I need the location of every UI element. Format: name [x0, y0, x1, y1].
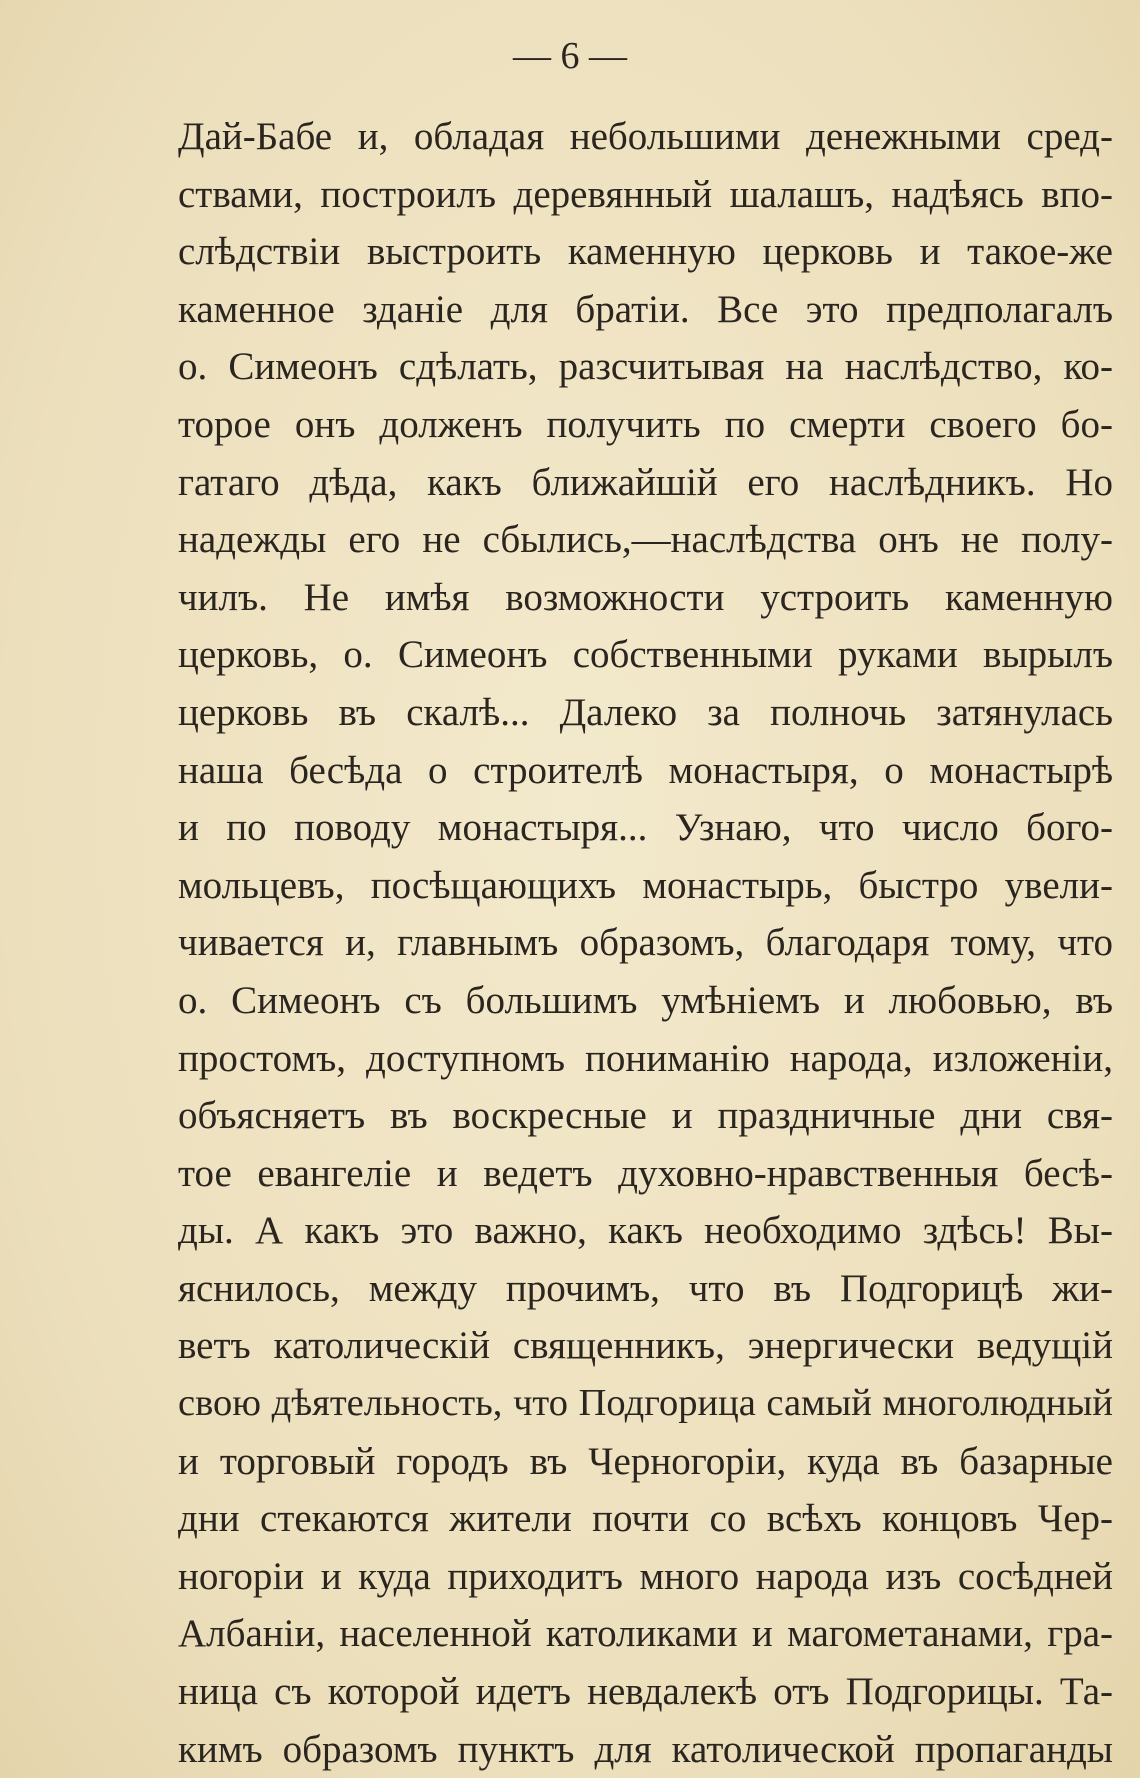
text-line: кимъ образомъ пунктъ для католической пропаганды — [178, 1727, 1113, 1771]
text-line: ствами, построилъ деревянный шалашъ, надѣясь впо- — [178, 172, 1113, 216]
text-line: каменное зданіе для братіи. Все это предполагалъ — [178, 287, 1113, 331]
body-text — [178, 108, 1113, 1778]
text-line: о. Симеонъ съ большимъ умѣніемъ и любовью, въ — [178, 978, 1113, 1022]
text-line: торое онъ долженъ получить по смерти своего бо- — [178, 402, 1113, 446]
text-line: и по поводу монастыря... Узнаю, что число бого- — [178, 806, 1113, 850]
text-line: дни стекаются жители почти со всѣхъ концовъ Чер- — [178, 1497, 1113, 1541]
text-line: ды. А какъ это важно, какъ необходимо здѣсь! Вы- — [178, 1209, 1113, 1253]
text-line: свою дѣятельность, что Подгорица самый многолюдный — [178, 1382, 1113, 1425]
text-line: ногоріи и куда приходитъ много народа изъ сосѣдней — [178, 1554, 1113, 1598]
text-line: надежды его не сбылись,—наслѣдства онъ не полу- — [178, 518, 1113, 562]
text-line: ница съ которой идетъ невдалекѣ отъ Подгорицы. Та- — [178, 1670, 1113, 1714]
text-line: простомъ, доступномъ пониманію народа, изложеніи, — [178, 1036, 1113, 1080]
text-line: гатаго дѣда, какъ ближайшій его наслѣдникъ. Но — [178, 460, 1113, 504]
text-line: яснилось, между прочимъ, что въ Подгорицѣ жи- — [178, 1266, 1113, 1310]
text-line: Дай-Бабе и, обладая небольшими денежными сред- — [178, 115, 1113, 158]
text-line: о. Симеонъ сдѣлать, разсчитывая на наслѣдство, ко- — [178, 345, 1113, 389]
text-line: и торговый городъ въ Черногоріи, куда въ базарные — [178, 1439, 1113, 1483]
text-line: чивается и, главнымъ образомъ, благодаря тому, что — [178, 921, 1113, 965]
text-line: чилъ. Не имѣя возможности устроить каменную — [178, 575, 1113, 619]
text-line: слѣдствіи выстроить каменную церковь и такое-же — [178, 230, 1113, 274]
text-line: тое евангеліе и ведетъ духовно-нравственныя бесѣ- — [178, 1151, 1113, 1195]
text-line: наша бесѣда о строителѣ монастыря, о монастырѣ — [178, 748, 1113, 792]
page-number: — 6 — — [513, 35, 627, 77]
text-line: Албаніи, населенной католиками и магометанами, гра- — [178, 1612, 1113, 1656]
text-line: объясняетъ въ воскресные и праздничные дни свя- — [178, 1094, 1113, 1138]
text-line: церковь въ скалѣ... Далеко за полночь затянулась — [178, 690, 1113, 734]
text-line: церковь, о. Симеонъ собственными руками вырылъ — [178, 633, 1113, 677]
text-line: мольцевъ, посѣщающихъ монастырь, быстро увели- — [178, 863, 1113, 907]
text-line: ветъ католическій священникъ, энергически ведущій — [178, 1324, 1113, 1368]
